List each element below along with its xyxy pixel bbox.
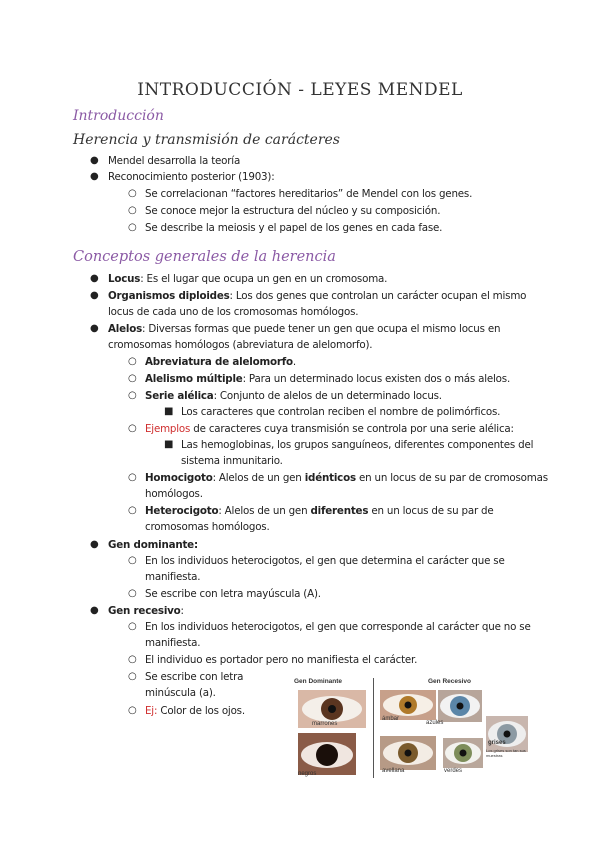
bullet-dot: ● xyxy=(90,171,99,182)
eye-photo-verdes xyxy=(443,738,483,768)
bullet-dot: ● xyxy=(90,539,99,550)
list-item: Ej: Color de los ojos. xyxy=(145,705,245,717)
bullet-square: ■ xyxy=(164,439,174,450)
bullet-circle: ○ xyxy=(128,423,137,434)
list-item: Gen dominante: xyxy=(108,539,198,551)
bullet-circle: ○ xyxy=(128,205,137,216)
eye-caption-ambar: ámbar xyxy=(382,716,400,722)
eye-caption-avellana: avellana xyxy=(382,768,405,774)
list-item: En los individuos heterocigotos, el gen que determina el carácter que se xyxy=(145,555,505,567)
page-title: INTRODUCCIÓN - LEYES MENDEL xyxy=(137,80,463,100)
bullet-square: ■ xyxy=(164,406,174,417)
list-item: Alelos: Diversas formas que puede tener un gen que ocupa el mismo locus en xyxy=(108,323,501,335)
eye-caption-marrones: marrones xyxy=(312,721,338,727)
bullet-circle: ○ xyxy=(128,505,137,516)
list-item: Se correlacionan “factores hereditarios” de Mendel con los genes. xyxy=(145,188,473,200)
list-item-cont: minúscula (a). xyxy=(145,687,216,699)
list-item: Serie alélica: Conjunto de alelos de un determinado locus. xyxy=(145,390,442,402)
list-item: Organismos diploides: Los dos genes que controlan un carácter ocupan el mismo xyxy=(108,290,527,302)
bullet-dot: ● xyxy=(90,290,99,301)
bullet-dot: ● xyxy=(90,605,99,616)
section-heading-conceptos: Conceptos generales de la herencia xyxy=(73,249,336,265)
eye-photo-avellana xyxy=(380,736,436,770)
list-item-cont: manifiesta. xyxy=(145,571,201,583)
eye-photo-negros xyxy=(298,733,356,775)
list-item: Las hemoglobinas, los grupos sanguíneos, diferentes componentes del xyxy=(181,439,534,451)
eye-photo-grises xyxy=(486,716,528,752)
list-item: Abreviatura de alelomorfo. xyxy=(145,356,296,368)
eye-photo-azules xyxy=(438,690,482,722)
eye-color-figure xyxy=(288,678,528,778)
list-item: Heterocigoto: Alelos de un gen diferentes en un locus de su par de xyxy=(145,505,494,517)
list-item-cont: cromosomas homólogos. xyxy=(145,521,270,533)
bullet-circle: ○ xyxy=(128,356,137,367)
bullet-circle: ○ xyxy=(128,188,137,199)
list-item: Alelismo múltiple: Para un determinado locus existen dos o más alelos. xyxy=(145,373,511,385)
bullet-dot: ● xyxy=(90,155,99,166)
bullet-dot: ● xyxy=(90,273,99,284)
list-item: Homocigoto: Alelos de un gen idénticos en un locus de su par de cromosomas xyxy=(145,472,548,484)
bullet-circle: ○ xyxy=(128,654,137,665)
list-item: Los caracteres que controlan reciben el nombre de polimórficos. xyxy=(181,406,501,418)
figure-label-recesivo: Gen Recesivo xyxy=(428,678,471,685)
list-item: Se escribe con letra mayúscula (A). xyxy=(145,588,321,600)
list-item: Reconocimiento posterior (1903): xyxy=(108,171,275,183)
bullet-circle: ○ xyxy=(128,705,137,716)
bullet-circle: ○ xyxy=(128,373,137,384)
list-item: Ejemplos de caracteres cuya transmisión se controla por una serie alélica: xyxy=(145,423,514,435)
bullet-circle: ○ xyxy=(128,588,137,599)
eye-caption-azules: azules xyxy=(426,720,444,726)
figure-label-dominante: Gen Dominante xyxy=(294,678,343,685)
list-item-cont: manifiesta. xyxy=(145,637,201,649)
bullet-circle: ○ xyxy=(128,621,137,632)
bullet-circle: ○ xyxy=(128,472,137,483)
bullet-dot: ● xyxy=(90,323,99,334)
figure-divider xyxy=(373,678,374,778)
list-item-cont: homólogos. xyxy=(145,488,203,500)
bullet-circle: ○ xyxy=(128,222,137,233)
list-item: Mendel desarrolla la teoría xyxy=(108,155,241,167)
eye-caption-verdes: verdes xyxy=(444,768,463,774)
bullet-circle: ○ xyxy=(128,390,137,401)
eye-caption-grises-note: Los grises son tan sus muestras xyxy=(486,748,526,758)
section-heading-introduccion: Introducción xyxy=(73,108,164,124)
list-item: Se conoce mejor la estructura del núcleo y su composición. xyxy=(145,205,441,217)
list-item: Se describe la meiosis y el papel de los genes en cada fase. xyxy=(145,222,443,234)
bullet-circle: ○ xyxy=(128,555,137,566)
list-item: El individuo es portador pero no manifiesta el carácter. xyxy=(145,654,418,666)
eye-caption-negros: negros xyxy=(298,771,317,777)
list-item: Gen recesivo: xyxy=(108,605,184,617)
list-item: En los individuos heterocigotos, el gen que corresponde al carácter que no se xyxy=(145,621,531,633)
list-item-cont: locus de cada uno de los cromosomas homólogos. xyxy=(108,306,359,318)
list-item: Locus: Es el lugar que ocupa un gen en un cromosoma. xyxy=(108,273,388,285)
eye-caption-grises: grises xyxy=(488,740,506,746)
bullet-circle: ○ xyxy=(128,671,137,682)
subheading-herencia: Herencia y transmisión de carácteres xyxy=(73,132,340,148)
list-item-cont: cromosomas homólogos (abreviatura de alelomorfo). xyxy=(108,339,373,351)
list-item: Se escribe con letra xyxy=(145,671,244,683)
list-item-cont: sistema inmunitario. xyxy=(181,455,283,467)
